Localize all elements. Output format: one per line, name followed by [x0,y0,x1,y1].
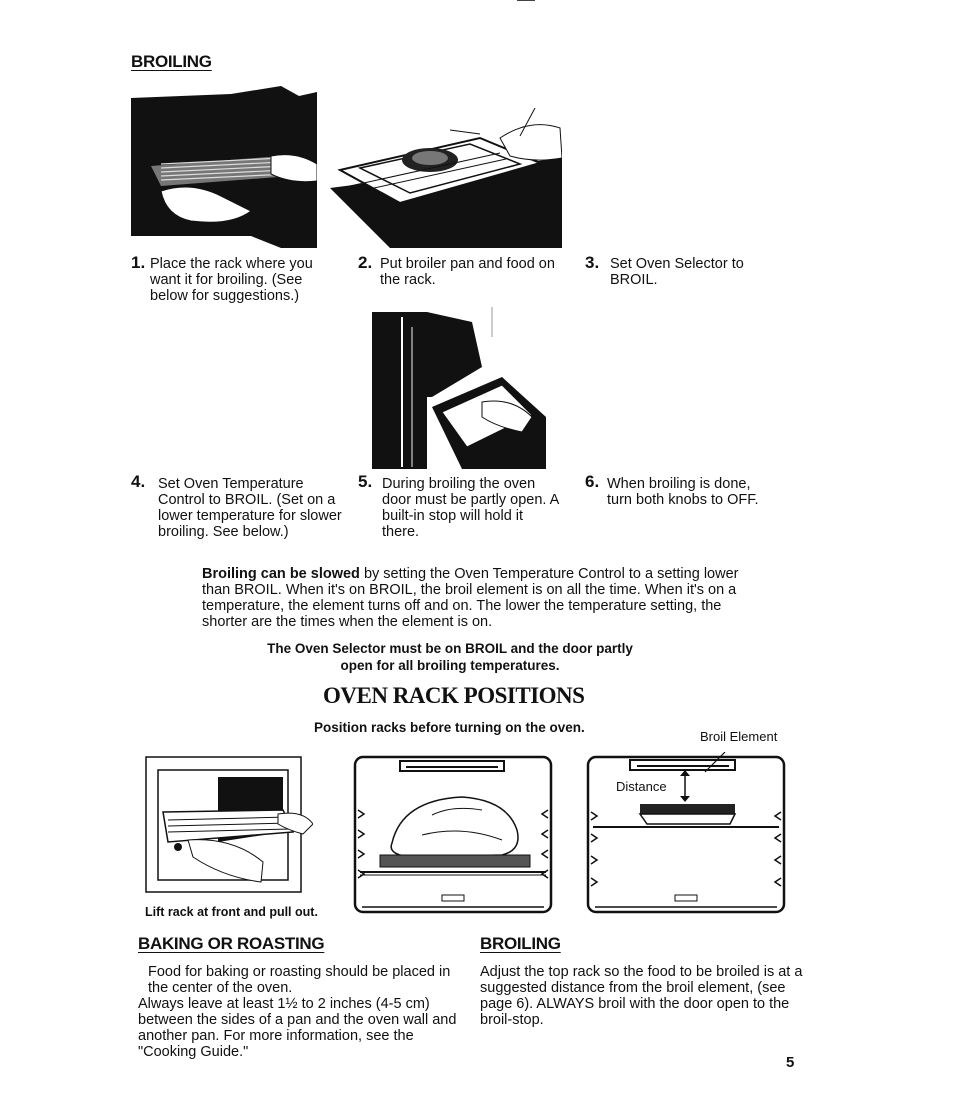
step-text: Set Oven Selector to BROIL. [610,256,744,288]
illustration-lift-rack [143,752,313,894]
step-text: When broiling is done, turn both knobs to OFF. [607,476,759,508]
selector-note-line2: open for all broiling temperatures. [340,658,560,673]
label-broil-element: Broil Element [700,729,778,744]
step-text: During broiling the oven door must be partly open. A built-in stop will hold it there. [382,476,559,540]
slowed-paragraph [202,566,764,630]
step-text: Put broiler pan and food on the rack. [380,256,555,288]
label-distance: Distance [616,779,667,794]
step-number: 4. [131,472,146,491]
illustration-broiler-pan [330,108,562,248]
slowed-text: by setting the Oven Temperature Control to a setting lower than BROIL. When it's on BROIL, the broil element is on all the time. When it's on a temperature, the element turns off and on. The lower the temperature setting, the shorter are the times when the element is on. [202,566,739,630]
caption-lift-rack: Lift rack at front and pull out. [145,905,318,919]
section-heading-broiling-bottom: BROILING [480,934,561,953]
step-number: 1. [131,253,146,272]
slowed-lead: Broiling can be slowed [202,566,360,582]
broiling-bottom-text: Adjust the top rack so the food to be broiled is at a suggested distance from the broil element, (see page 6). ALWAYS broil with the door open to the broil-stop. [480,964,803,1028]
top-mark [517,0,535,1]
selector-note [200,640,700,674]
baking-para2: Always leave at least 1½ to 2 inches (4-5 cm) between the sides of a pan and the oven wall and another pan. For more information, see the "Cooking Guide." [138,996,457,1060]
section-heading-broiling: BROILING [131,52,212,71]
illustration-door-open [372,307,546,469]
selector-note-line1: The Oven Selector must be on BROIL and the door partly [267,641,633,656]
step-number: 2. [358,253,373,272]
step-number: 6. [585,472,600,491]
rack-section-title: OVEN RACK POSITIONS [323,683,585,708]
baking-para1: Food for baking or roasting should be placed in the center of the oven. [148,964,451,996]
illustration-place-rack [131,86,317,248]
step-text: Set Oven Temperature Control to BROIL. (Set on a lower temperature for slower broiling. See below.) [158,476,342,540]
illustration-oven-turkey [352,755,554,914]
step-text: Place the rack where you want it for broiling. (See below for suggestions.) [150,256,313,304]
baking-text [138,964,458,1060]
section-heading-baking: BAKING OR ROASTING [138,934,325,953]
rack-section-subtitle: Position racks before turning on the oven. [314,720,585,735]
illustration-broil-distance [585,752,787,914]
step-number: 3. [585,253,600,272]
page-number: 5 [786,1054,795,1071]
step-number: 5. [358,472,373,491]
